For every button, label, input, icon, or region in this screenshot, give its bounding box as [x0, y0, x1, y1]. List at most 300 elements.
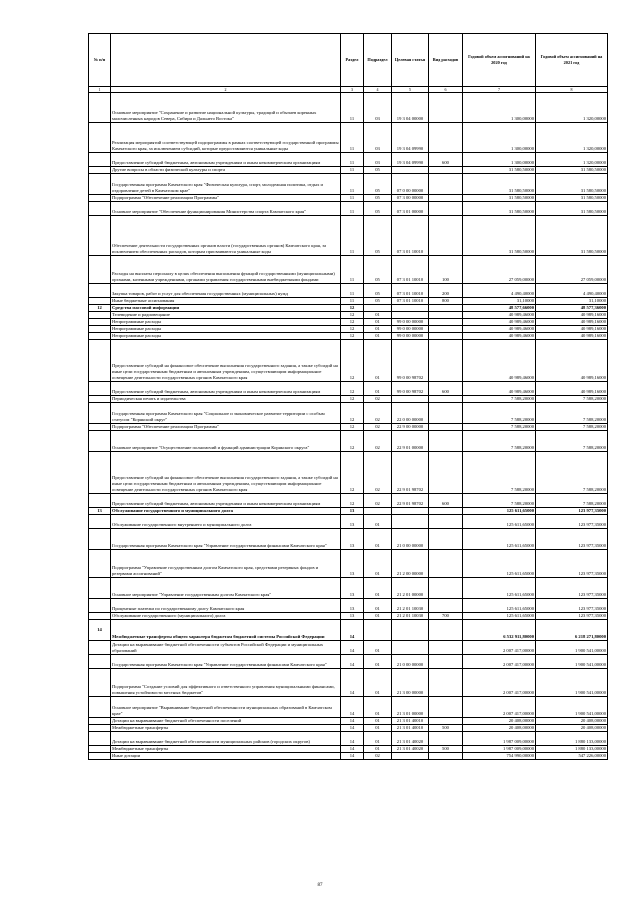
- row-name: Непрограммные расходы: [111, 319, 341, 326]
- row-razdel: 14: [341, 669, 364, 697]
- column-index: 7: [463, 87, 536, 93]
- row-amount-2021: 40 989,16000: [536, 333, 608, 340]
- row-podrazdel: [364, 305, 392, 312]
- row-target-article: 22 9 01 98702: [392, 452, 429, 494]
- row-target-article: 21 2 01 10030: [392, 599, 429, 613]
- row-name: Предоставление субсидий бюджетным, автономным учреждениям и иным некоммерческим организациям: [111, 153, 341, 167]
- row-amount-2020: 125 611,65000: [463, 508, 536, 515]
- row-amount-2021: 27 059,00000: [536, 256, 608, 284]
- table-row: [89, 550, 608, 578]
- row-razdel: 11: [341, 167, 364, 174]
- table-row: [89, 424, 608, 431]
- row-number: [89, 529, 111, 550]
- row-expense-type: [429, 697, 463, 718]
- row-name: Другие вопросы в области физической культуры и спорта: [111, 167, 341, 174]
- row-expense-type: [429, 202, 463, 216]
- row-name: Межбюджетные трансферты: [111, 725, 341, 732]
- row-razdel: 11: [341, 298, 364, 305]
- row-amount-2021: 123 977,35000: [536, 578, 608, 599]
- row-razdel: 14: [341, 753, 364, 760]
- row-target-article: 21 2 01 10030: [392, 613, 429, 620]
- row-name: Основное мероприятие "Выравнивание бюджетной обеспеченности муниципальных образований в Камчатском крае": [111, 697, 341, 718]
- row-expense-type: [429, 93, 463, 123]
- row-name: Подпрограмма "Создание условий для эффективного и ответственного управления муниципальными финансами, повышения устойчивости местных бюджетов": [111, 669, 341, 697]
- row-expense-type: [429, 515, 463, 529]
- row-amount-2021: 1 900 541,00000: [536, 641, 608, 655]
- row-podrazdel: 01: [364, 725, 392, 732]
- row-amount-2020: 7 588,20000: [463, 403, 536, 424]
- row-name: Дотации на выравнивание бюджетной обеспеченности муниципальных районов (городских округов): [111, 732, 341, 746]
- row-podrazdel: 05: [364, 284, 392, 298]
- row-amount-2020: 40 989,46000: [463, 319, 536, 326]
- row-podrazdel: 01: [364, 529, 392, 550]
- row-podrazdel: 05: [364, 298, 392, 305]
- table-row: [89, 452, 608, 494]
- row-number: [89, 396, 111, 403]
- row-expense-type: [429, 195, 463, 202]
- row-amount-2020: 48 577,66000: [463, 305, 536, 312]
- row-number: [89, 340, 111, 382]
- row-amount-2020: 125 611,65000: [463, 515, 536, 529]
- row-target-article: 07 3 01 10010: [392, 284, 429, 298]
- row-amount-2020: 125 611,65000: [463, 529, 536, 550]
- row-number: [89, 403, 111, 424]
- row-amount-2021: 1 880 133,00000: [536, 732, 608, 746]
- row-podrazdel: 05: [364, 195, 392, 202]
- row-amount-2021: 31 580,50000: [536, 174, 608, 195]
- row-expense-type: [429, 578, 463, 599]
- column-index: 5: [392, 87, 429, 93]
- row-number: [89, 550, 111, 578]
- row-name: Иные дотации: [111, 753, 341, 760]
- row-amount-2021: 31 580,50000: [536, 202, 608, 216]
- row-amount-2020: 125 611,65000: [463, 613, 536, 620]
- row-number: [89, 746, 111, 753]
- table-row: [89, 305, 608, 312]
- row-razdel: 14: [341, 732, 364, 746]
- table-row: [89, 298, 608, 305]
- row-name: Периодическая печать и издательства: [111, 396, 341, 403]
- row-amount-2020: 31 580,50000: [463, 195, 536, 202]
- row-number: [89, 578, 111, 599]
- row-name: Предоставление субсидий бюджетным, автономным учреждениям и иным некоммерческим организациям: [111, 494, 341, 508]
- row-number: [89, 93, 111, 123]
- row-podrazdel: 02: [364, 396, 392, 403]
- header-expense-type: Вид расходов: [429, 34, 463, 87]
- row-amount-2020: 7 588,20000: [463, 424, 536, 431]
- row-number: [89, 655, 111, 669]
- row-expense-type: [429, 529, 463, 550]
- row-podrazdel: [364, 508, 392, 515]
- row-razdel: 11: [341, 93, 364, 123]
- row-razdel: 14: [341, 746, 364, 753]
- row-amount-2020: 2 007 417,00000: [463, 697, 536, 718]
- row-podrazdel: 01: [364, 641, 392, 655]
- row-amount-2021: 123 977,35000: [536, 599, 608, 613]
- row-target-article: [392, 312, 429, 319]
- row-number: [89, 697, 111, 718]
- column-index: 3: [341, 87, 364, 93]
- table-row: [89, 431, 608, 452]
- row-razdel: 14: [341, 718, 364, 725]
- row-target-article: 21 3 01 40010: [392, 718, 429, 725]
- row-number: [89, 216, 111, 256]
- row-amount-2020: 40 989,46000: [463, 326, 536, 333]
- row-target-article: 21 2 01 00000: [392, 578, 429, 599]
- row-amount-2020: 2 007 417,00000: [463, 655, 536, 669]
- row-name: Обеспечение деятельности государственных органов власти (государственных органов) Камчатского края, за исключением обеспеченных расходов, которым присваиваются уникальные коды: [111, 216, 341, 256]
- table-row: [89, 620, 608, 641]
- row-expense-type: 700: [429, 613, 463, 620]
- row-expense-type: 200: [429, 284, 463, 298]
- row-podrazdel: 01: [364, 382, 392, 396]
- row-expense-type: [429, 333, 463, 340]
- row-target-article: 22 0 00 00000: [392, 403, 429, 424]
- row-razdel: 13: [341, 578, 364, 599]
- row-name: Реализация мероприятий соответствующей подпрограммы в рамках соответствующей государственной программы Камчатского края, за исключением субсидий, которые предоставляются уникальные коды: [111, 123, 341, 153]
- row-podrazdel: 05: [364, 202, 392, 216]
- table-row: [89, 403, 608, 424]
- row-target-article: [392, 167, 429, 174]
- row-expense-type: [429, 396, 463, 403]
- row-amount-2020: 31 580,50000: [463, 202, 536, 216]
- row-podrazdel: 01: [364, 697, 392, 718]
- row-number: 12: [89, 305, 111, 312]
- row-name: Дотации на выравнивание бюджетной обеспеченности субъектов Российской Федерации и муниципальных образований: [111, 641, 341, 655]
- table-row: [89, 216, 608, 256]
- row-expense-type: 600: [429, 494, 463, 508]
- row-expense-type: [429, 550, 463, 578]
- row-razdel: 12: [341, 431, 364, 452]
- row-name: Основное мероприятие "Управление государственным долгом Камчатского края": [111, 578, 341, 599]
- row-target-article: 07 3 01 10010: [392, 256, 429, 284]
- row-number: [89, 319, 111, 326]
- row-razdel: 14: [341, 655, 364, 669]
- row-expense-type: 600: [429, 153, 463, 167]
- table-row: [89, 396, 608, 403]
- row-expense-type: [429, 718, 463, 725]
- row-podrazdel: [364, 620, 392, 641]
- row-name: Подпрограмма "Управление государственным долгом Камчатского края, средствами резервных фондов и резервами ассигнований": [111, 550, 341, 578]
- header-number: № п/п: [89, 34, 111, 87]
- row-amount-2020: 40 989,46000: [463, 340, 536, 382]
- row-amount-2021: 31 580,50000: [536, 167, 608, 174]
- row-amount-2021: 7 588,20000: [536, 424, 608, 431]
- table-row: [89, 599, 608, 613]
- row-name: Подпрограмма "Обеспечение реализации Программы": [111, 424, 341, 431]
- row-number: [89, 732, 111, 746]
- table-row: [89, 508, 608, 515]
- row-amount-2020: 7 588,20000: [463, 452, 536, 494]
- row-podrazdel: 01: [364, 732, 392, 746]
- row-number: [89, 256, 111, 284]
- row-podrazdel: 03: [364, 123, 392, 153]
- row-expense-type: 600: [429, 382, 463, 396]
- table-row: [89, 319, 608, 326]
- row-target-article: 21 3 01 00000: [392, 697, 429, 718]
- row-amount-2020: 1 987 009,00000: [463, 746, 536, 753]
- row-amount-2020: 40 989,46000: [463, 312, 536, 319]
- row-razdel: 12: [341, 312, 364, 319]
- row-number: [89, 515, 111, 529]
- row-name: Непрограммные расходы: [111, 333, 341, 340]
- row-razdel: 12: [341, 403, 364, 424]
- row-razdel: 13: [341, 613, 364, 620]
- table-row: [89, 123, 608, 153]
- row-number: [89, 753, 111, 760]
- row-razdel: 12: [341, 305, 364, 312]
- row-target-article: [392, 620, 429, 641]
- header-razdel: Раздел: [341, 34, 364, 87]
- row-expense-type: [429, 753, 463, 760]
- row-number: [89, 613, 111, 620]
- row-razdel: 14: [341, 725, 364, 732]
- row-expense-type: [429, 599, 463, 613]
- row-name: Основное мероприятие "Осуществление полномочий и функций администрации Корякского округа": [111, 431, 341, 452]
- row-target-article: [392, 641, 429, 655]
- row-amount-2021: 1 900 541,00000: [536, 697, 608, 718]
- row-expense-type: 500: [429, 725, 463, 732]
- row-amount-2021: 31,10000: [536, 298, 608, 305]
- column-index: 4: [364, 87, 392, 93]
- row-razdel: 13: [341, 550, 364, 578]
- row-amount-2021: 7 588,20000: [536, 494, 608, 508]
- row-number: [89, 312, 111, 319]
- row-target-article: 99 0 00 98702: [392, 382, 429, 396]
- row-target-article: 07 0 00 00000: [392, 174, 429, 195]
- row-number: [89, 382, 111, 396]
- row-podrazdel: 01: [364, 599, 392, 613]
- row-name: Закупка товаров, работ и услуг для обеспечения государственных (муниципальных) нужд: [111, 284, 341, 298]
- row-expense-type: 100: [429, 256, 463, 284]
- table-row: [89, 340, 608, 382]
- row-name: Государственная программа Камчатского края "Физическая культура, спорт, молодежная политика, отдых и оздоровление детей в Камчатском крае": [111, 174, 341, 195]
- row-amount-2020: 125 611,65000: [463, 599, 536, 613]
- row-amount-2020: 1 300,00000: [463, 93, 536, 123]
- row-expense-type: [429, 641, 463, 655]
- row-target-article: [392, 396, 429, 403]
- row-number: 14: [89, 620, 111, 641]
- row-number: [89, 167, 111, 174]
- row-target-article: 22 9 00 00000: [392, 424, 429, 431]
- row-number: 13: [89, 508, 111, 515]
- row-amount-2021: 40 989,16000: [536, 312, 608, 319]
- column-index: 8: [536, 87, 608, 93]
- row-podrazdel: 01: [364, 613, 392, 620]
- table-row: [89, 578, 608, 599]
- row-number: [89, 599, 111, 613]
- table-row: [89, 725, 608, 732]
- column-index: 6: [429, 87, 463, 93]
- table-row: [89, 153, 608, 167]
- row-podrazdel: 02: [364, 403, 392, 424]
- row-expense-type: [429, 123, 463, 153]
- row-expense-type: [429, 319, 463, 326]
- row-razdel: 11: [341, 153, 364, 167]
- row-amount-2020: 4 490,40000: [463, 284, 536, 298]
- row-name: Государственная программа Камчатского края "Социальное и экономическое развитие территории с особым статусом "Корякский округ": [111, 403, 341, 424]
- row-amount-2021: 123 977,35000: [536, 613, 608, 620]
- row-podrazdel: 01: [364, 718, 392, 725]
- page-number: 87: [317, 883, 323, 888]
- row-name: Иные бюджетные ассигнования: [111, 298, 341, 305]
- row-podrazdel: 01: [364, 655, 392, 669]
- row-amount-2020: 6 532 911,80000: [463, 620, 536, 641]
- row-razdel: 12: [341, 326, 364, 333]
- row-number: [89, 284, 111, 298]
- row-target-article: [392, 515, 429, 529]
- row-amount-2020: 125 611,65000: [463, 550, 536, 578]
- row-amount-2021: 31 580,50000: [536, 216, 608, 256]
- header-name: [111, 34, 341, 87]
- row-target-article: 21 3 01 40020: [392, 732, 429, 746]
- row-expense-type: 800: [429, 298, 463, 305]
- row-razdel: 11: [341, 202, 364, 216]
- row-amount-2020: 1 300,00000: [463, 153, 536, 167]
- row-expense-type: [429, 326, 463, 333]
- row-amount-2021: 7 588,20000: [536, 431, 608, 452]
- row-podrazdel: 01: [364, 746, 392, 753]
- row-podrazdel: 05: [364, 256, 392, 284]
- row-expense-type: [429, 620, 463, 641]
- row-podrazdel: 05: [364, 167, 392, 174]
- row-target-article: 07 3 01 10010: [392, 298, 429, 305]
- table-row: [89, 174, 608, 195]
- row-amount-2020: 2 007 417,00000: [463, 669, 536, 697]
- row-expense-type: [429, 340, 463, 382]
- row-number: [89, 725, 111, 732]
- row-amount-2021: 40 989,16000: [536, 340, 608, 382]
- table-row: [89, 515, 608, 529]
- row-razdel: 12: [341, 452, 364, 494]
- row-amount-2020: 2 007 417,00000: [463, 641, 536, 655]
- table-row: [89, 167, 608, 174]
- row-razdel: 13: [341, 599, 364, 613]
- row-podrazdel: 01: [364, 340, 392, 382]
- row-amount-2021: 1 320,00000: [536, 93, 608, 123]
- row-target-article: 07 3 00 00000: [392, 195, 429, 202]
- budget-table-sheet: [88, 33, 607, 760]
- row-name: Предоставление субсидий бюджетным, автономным учреждениям и иным некоммерческим организациям: [111, 382, 341, 396]
- row-name: Межбюджетные трансферты общего характера бюджетам бюджетной системы Российской Федерации: [111, 620, 341, 641]
- table-row: [89, 718, 608, 725]
- row-target-article: 19 3 04 00000: [392, 93, 429, 123]
- row-expense-type: [429, 403, 463, 424]
- table-row: [89, 312, 608, 319]
- row-razdel: 11: [341, 256, 364, 284]
- row-expense-type: [429, 508, 463, 515]
- row-amount-2021: 123 977,35000: [536, 508, 608, 515]
- row-razdel: 14: [341, 620, 364, 641]
- row-amount-2020: 1 987 009,00000: [463, 732, 536, 746]
- table-row: [89, 195, 608, 202]
- row-expense-type: [429, 424, 463, 431]
- row-amount-2021: 7 588,20000: [536, 452, 608, 494]
- row-amount-2020: 40 989,46000: [463, 333, 536, 340]
- row-number: [89, 641, 111, 655]
- row-amount-2021: 6 218 271,80000: [536, 620, 608, 641]
- row-expense-type: [429, 452, 463, 494]
- row-amount-2021: 48 577,36000: [536, 305, 608, 312]
- table-row: [89, 669, 608, 697]
- row-amount-2021: 123 977,35000: [536, 529, 608, 550]
- row-name: Межбюджетные трансферты: [111, 746, 341, 753]
- row-razdel: 11: [341, 123, 364, 153]
- row-number: [89, 452, 111, 494]
- row-name: Предоставление субсидий на финансовое обеспечение выполнения государственного задания, а также субсидий на иные цели государственным бюджетным и автономным учреждениям, осуществляющим информационное освещение деятельности государственных органов Камчатского края: [111, 452, 341, 494]
- row-expense-type: [429, 732, 463, 746]
- row-podrazdel: 01: [364, 319, 392, 326]
- row-amount-2020: 754 990,00000: [463, 753, 536, 760]
- row-number: [89, 424, 111, 431]
- row-number: [89, 153, 111, 167]
- row-podrazdel: 02: [364, 424, 392, 431]
- row-expense-type: [429, 167, 463, 174]
- row-expense-type: [429, 655, 463, 669]
- row-expense-type: 500: [429, 746, 463, 753]
- table-row: [89, 529, 608, 550]
- row-expense-type: [429, 174, 463, 195]
- table-row: [89, 284, 608, 298]
- row-number: [89, 195, 111, 202]
- row-target-article: 99 0 00 00000: [392, 319, 429, 326]
- table-row: [89, 746, 608, 753]
- row-amount-2020: 31 580,50000: [463, 216, 536, 256]
- row-amount-2021: 1 900 541,00000: [536, 655, 608, 669]
- row-amount-2020: 20 408,00000: [463, 725, 536, 732]
- row-amount-2020: 31 580,50000: [463, 174, 536, 195]
- row-target-article: 22 9 01 00000: [392, 431, 429, 452]
- row-razdel: 12: [341, 424, 364, 431]
- row-target-article: [392, 508, 429, 515]
- row-amount-2021: 123 977,35000: [536, 515, 608, 529]
- row-target-article: 21 0 00 00000: [392, 655, 429, 669]
- row-number: [89, 202, 111, 216]
- table-row: [89, 753, 608, 760]
- row-amount-2020: 20 408,00000: [463, 718, 536, 725]
- row-amount-2021: 123 977,35000: [536, 550, 608, 578]
- row-name: Дотации на выравнивание бюджетной обеспеченности поселений: [111, 718, 341, 725]
- row-expense-type: [429, 312, 463, 319]
- row-name: Предоставление субсидий на финансовое обеспечение выполнения государственного задания, а также субсидий на иные цели государственным бюджетным и автономным учреждениям, осуществляющим информационное освещение деятельности государственных органов Камчатского края: [111, 340, 341, 382]
- row-podrazdel: 01: [364, 578, 392, 599]
- row-target-article: [392, 305, 429, 312]
- row-target-article: 19 3 04 09990: [392, 153, 429, 167]
- row-target-article: 21 3 01 40020: [392, 746, 429, 753]
- header-year-2020: Годовой объем ассигнований на 2020 год: [463, 34, 536, 87]
- row-amount-2021: 40 989,16000: [536, 326, 608, 333]
- row-name: Процентные платежи по государственному долгу Камчатского края: [111, 599, 341, 613]
- row-target-article: 19 3 04 09990: [392, 123, 429, 153]
- row-expense-type: [429, 216, 463, 256]
- row-amount-2021: 20 408,00000: [536, 718, 608, 725]
- row-expense-type: [429, 305, 463, 312]
- row-amount-2021: 40 989,16000: [536, 382, 608, 396]
- table-row: [89, 494, 608, 508]
- row-name: Обслуживание государственного (муниципального) долга: [111, 613, 341, 620]
- row-amount-2021: 7 588,20000: [536, 403, 608, 424]
- row-number: [89, 669, 111, 697]
- row-number: [89, 123, 111, 153]
- row-name: Подпрограмма "Обеспечение реализации Программы": [111, 195, 341, 202]
- row-number: [89, 718, 111, 725]
- table-row: [89, 641, 608, 655]
- row-amount-2020: 7 588,20000: [463, 396, 536, 403]
- header-target-article: Целевая статья: [392, 34, 429, 87]
- row-expense-type: [429, 431, 463, 452]
- row-amount-2021: 4 490,40000: [536, 284, 608, 298]
- row-name: Основное мероприятие "Обеспечение функционирования Министерства спорта Камчатского края": [111, 202, 341, 216]
